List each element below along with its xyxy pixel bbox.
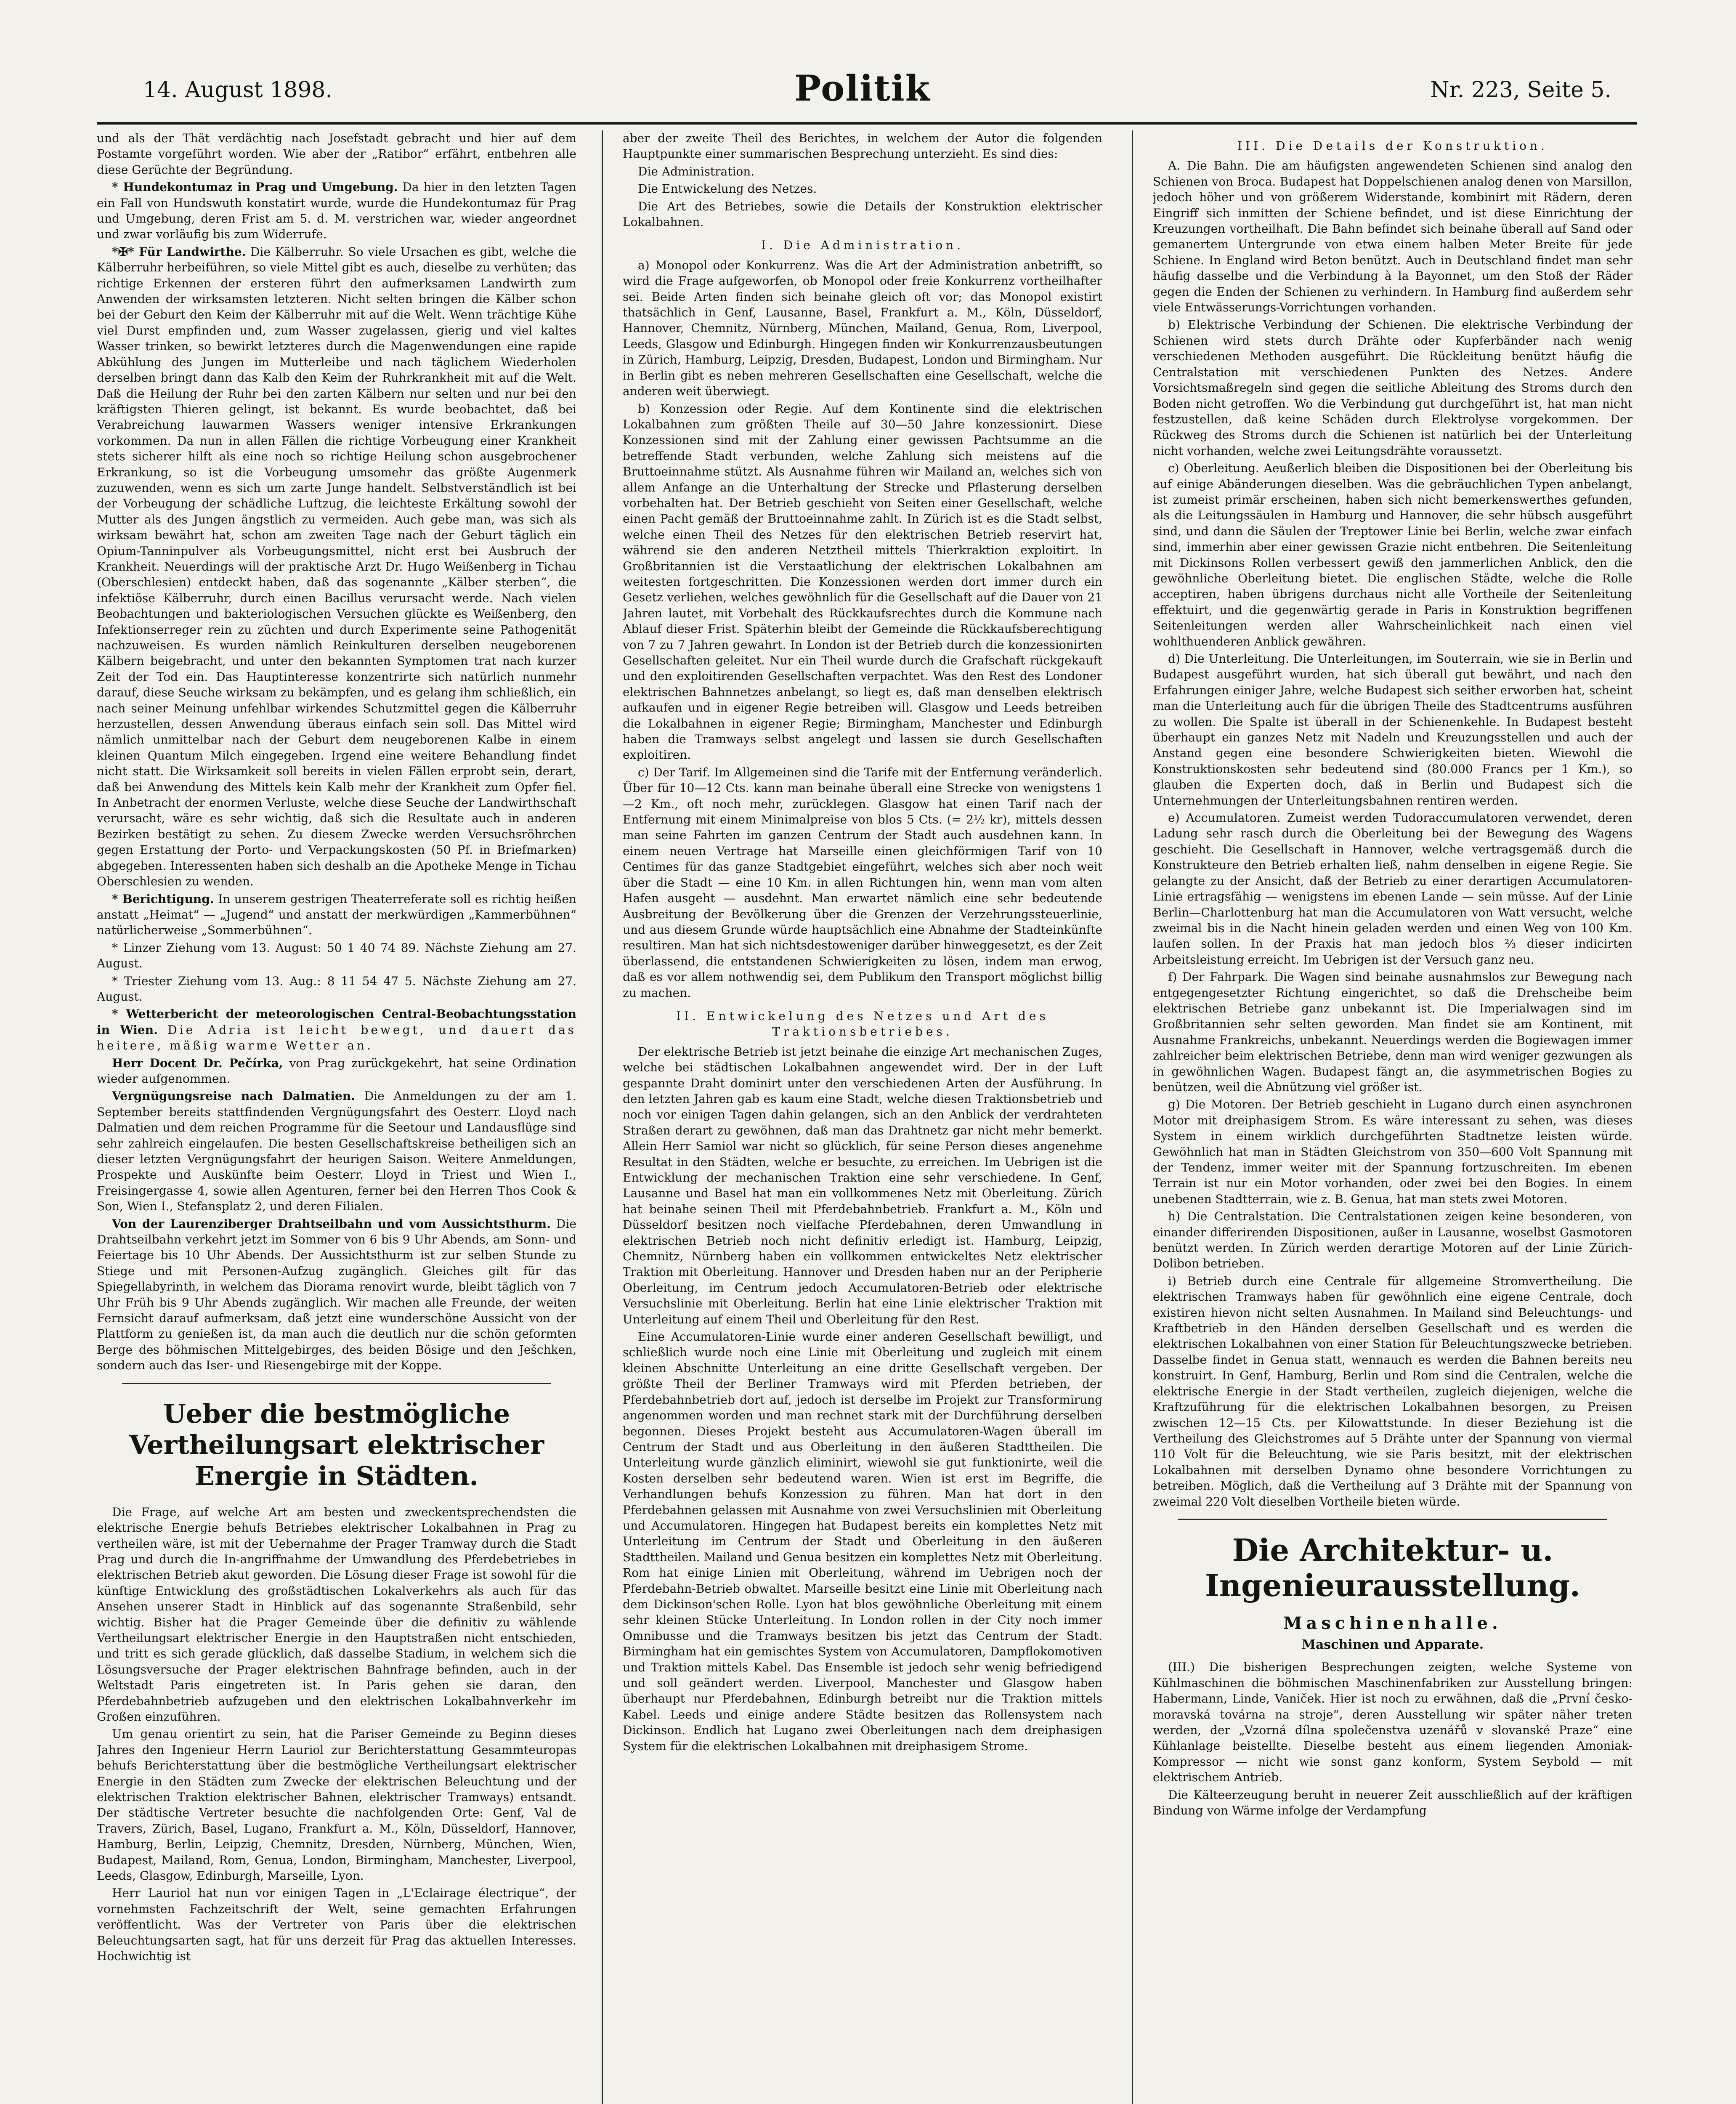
news-heading: Herr Docent Dr. Pečírka, (112, 1056, 283, 1070)
news-item (97, 179, 576, 242)
article-text: c) Oberleitung. Aeußerlich bleiben die Dispositionen bei der Oberleitung bis auf einige Abänderungen dieselben. Was die gebräuchlichen Typen anbelangt, ist zumeist primär erscheinen, haben sich nicht bemerkenswerthes gefunden, als die Leitungssäulen in Hamburg und Hannover, die sehr hübsch ausgeführt sind, und dann die Säulen der Treptower Linie bei Berlin, welche zwar einfach sind, immerhin aber einer gewissen Grazie nicht entbehren. Die Seitenleitung mit Dickinsons Rollen verbessert gewiß den jammerlichen Anblick, den die gewöhnliche Oberleitung bietet. Die englischen Städte, welche die Rolle acceptiren, haben übrigens durchaus nicht alle Vortheile der Seitenleitung effektuirt, und die gegenwärtig gerade in Paris in Konstruktion begriffenen Seitenleitungen werden aller Wahrscheinlichkeit nach einen viel wohlthuenderen Anblick gewähren. (1153, 461, 1632, 648)
lottery-result: * Linzer Ziehung vom 13. August: 50 1 40 74 89. Nächste Ziehung am 27. August. (97, 940, 576, 971)
page-number: Nr. 223, Seite 5. (1430, 77, 1611, 103)
column-1 (97, 130, 576, 2104)
section-title: Politik (794, 67, 931, 109)
news-item (97, 1216, 576, 1373)
news-heading: * Wetterbericht der meteorologischen Central-Beobachtungsstation in Wien. (97, 1007, 576, 1037)
news-heading: * Berichtigung. (112, 892, 214, 906)
article-text: Herr Lauriol hat nun vor einigen Tagen in „L'Eclairage électrique“, der vornehmsten Fachzeitschrift der Welt, seine gemachten Erfahrungen veröffentlicht. Was der Vertreter von Paris über die elektrischen Beleuchtungsarten sagt, hat für uns derzeit für Prag das aktuellen Interesses. Hochwichtig ist (97, 1886, 576, 1963)
article-text: (III.) Die bisherigen Besprechungen zeigten, welche Systeme von Kühlmaschinen die böhmischen Maschinenfabriken zur Ausstellung bringen: Habermann, Linde, Vaniček. Hier ist noch zu erwähnen, daß die „První česko-moravská továrna na stroje“, deren Ausstellung wir später näher treten werden, der „Vzorná dílna společenstva uzenářů v slovanské Praze“ eine Kühlanlage beistellte. Dieselbe besteht aus einem liegenden Amoniak-Kompressor — nicht wie sonst ganz konform, System Seybold — mit elektrischem Antrieb. (1153, 1660, 1632, 1785)
list-item: Die Art des Betriebes, sowie die Details der Konstruktion elektrischer Lokalbahnen. (623, 199, 1102, 229)
article-text: c) Der Tarif. Im Allgemeinen sind die Tarife mit der Entfernung veränderlich. Über für 10—12 Cts. kann man beinahe überall eine Strecke von wenigstens 1—2 Km., oft noch mehr, zurücklegen. Glasgow hat einen Tarif nach der Entfernung mit einem Minimalpreise von blos 5 Cts. (= 2½ kr), mittels dessen man seine Fahrten im ganzen Centrum der Stadt auch ausdehnen kann. In einem neuen Vertrage hat Marseille einen gleichförmigen Tarif von 10 Centimes für das ganze Stadtgebiet eingeführt, welches sich aber noch weit über die Stadt — eine 10 Km. in allen Richtungen hin, wenn man vom alten Hafen ausgeht — ausdehnt. Man erwartet nämlich eine sehr bedeutende Ausbreitung der Bevölkerung über die Grenzen der Verzehrungssteuerlinie, und aus diesem Grunde würde hauptsächlich eine Abnahme der Stadteinkünfte resultiren. Man hat sich nichtsdestoweniger darüber hinweggesetzt, es der Zeit überlassend, die entstandenen Schwierigkeiten zu lösen, indem man erwog, daß es vor allem nothwendig sei, dem Publikum den Transport möglichst billig zu machen. (623, 765, 1102, 1000)
article-text: d) Die Unterleitung. Die Unterleitungen, im Souterrain, wie sie in Berlin und Budapest ausgeführt wurden, hat sich überall gut bewährt, und nach den Erfahrungen einiger Jahre, welche Budapest sich seither erworben hat, scheint man die Unterleitung auch für die übrigen Theile des Stadtcentrums ausführen zu wollen. Die Spalte ist überall in der Schienenkehle. In Budapest besteht überhaupt ein ganzes Netz mit Nadeln und Kreuzungsstellen und auch der Anstand gegen eine besondere Schwierigkeiten bieten. Wiewohl die Konstruktionskosten sehr bedeutend sind (80.000 Francs per 1 Km.), so glauben die Experten doch, daß in Berlin und Budapest sich die Unternehmungen der Unterleitungsbahnen rentiren werden. (1153, 652, 1632, 808)
section-heading: I. Die Administration. (761, 238, 964, 252)
column-3 (1153, 130, 1632, 2104)
article-text: Die Kälteerzeugung beruht in neuerer Zeit ausschließlich auf der kräftigen Bindung von Wärme infolge der Verdampfung (1153, 1788, 1632, 1817)
article-text: h) Die Centralstation. Die Centralstationen zeigen keine besonderen, von einander differirenden Dispositionen, außer in Lausanne, woselbst Gasmotoren benützt werden. In Zürich werden derartige Motoren auf der Linie Zürich-Dolibon betrieben. (1153, 1209, 1632, 1271)
article-text: A. Die Bahn. Die am häufigsten angewendeten Schienen sind analog den Schienen von Broca. Budapest hat Doppelschienen analog denen von Marsillon, jedoch höher und von größerem Widerstande, kombinirt mit Rädern, deren Eingriff sich inmitten der Schiene befindet, und ist diese Einrichtung der Kreuzungen vortheilhaft. Die Bahn befindet sich beinahe überall auf Sand oder gemanertem Untergrunde von etwa einem halben Meter Breite für jede Schiene. In England wird Beton benützt. Auch in Deutschland findet man sehr häufig dasselbe und die Verbindung à la Bayonnet, um den Stoß der Räder gegen die Enden der Schienen zu verhindern. In Hamburg find außerdem sehr viele Entwässerungs-Vorrichtungen vorhanden. (1153, 159, 1632, 315)
column-2 (623, 130, 1102, 2104)
header-rule (97, 122, 1637, 125)
article-text: f) Der Fahrpark. Die Wagen sind beinahe ausnahmslos zur Bewegung nach entgegengesetzter Richtung eingerichtet, so daß die Drehscheibe beim elektrischen Betriebe ganz unbekannt ist. Die Imperialwagen sind im Großbritannien sehr selten geworden. Man findet sie am Kontinent, mit Ausnahme Frankreichs, unbekannt. Neuerdings werden die Bogiewagen immer zahlreicher beim elektrischen Betriebe, denn man wird weniger gezwungen als in gewöhnlichen Wagen. Budapest fängt an, die asymmetrischen Bogies zu benützen, weil die Abnützung viel größer ist. (1153, 970, 1632, 1094)
news-text: von Prag zurückgekehrt, hat seine Ordination wieder aufgenommen. (97, 1056, 576, 1086)
section-rule (1178, 1519, 1607, 1520)
article-text: Um genau orientirt zu sein, hat die Pariser Gemeinde zu Beginn dieses Jahres den Ingenieur Herrn Lauriol zur Berichterstattung Gesammteuropas behufs Berichterstattung über die bestmögliche Vertheilungsart elektrischer Energie in den Städten zum Zwecke der elektrischen Beleuchtung und der elektrischen Traktion elektrischer Bahnen, elektrischer Tramways) entsandt. Der städtische Vertreter besuchte die nachfolgenden Orte: Genf, Val de Travers, Zürich, Basel, Lugano, Frankfurt a. M., Köln, Düsseldorf, Hannover, Hamburg, Berlin, Leipzig, Chemnitz, Dresden, Nürnberg, München, Wien, Budapest, Mailand, Rom, Genua, London, Birmingham, Manchester, Liverpool, Leeds, Glasgow, Edinburgh, Marseille, Lyon. (97, 1727, 576, 1883)
news-text: Die Drahtseilbahn verkehrt jetzt im Sommer von 6 bis 9 Uhr Abends, am Sonn- und Feiertage bis 10 Uhr Abends. Der Aussichtsthurm ist zur selben Stunde zu Stiege und mit Personen-Aufzug zugänglich. Gleiches gilt für das Spiegellabyrinth, in welchem das Diorama renovirt wurde, bleibt täglich von 7 Uhr Früh bis 9 Uhr Abends zugänglich. Wir machen alle Freunde, der weiten Fernsicht darauf aufmerksam, daß jetzt eine wunderschöne Aussicht von der Plattform zu genießen ist, da man auch die deutlich nur die schön geformten Berge des böhmischen Mittelgebirges, des beiden Bösige und den Ješchken, sondern auch das Iser- und Riesengebirge mit der Koppe. (97, 1217, 576, 1373)
news-item (97, 1006, 576, 1053)
list-item: Die Entwickelung des Netzes. (638, 182, 817, 196)
news-text: Die Kälberruhr. So viele Ursachen es gibt, welche die Kälberruhr herbeiführen, so viele Mittel gibt es auch, dieselbe zu verhüten; das richtige Erkennen der ersteren führt den aufmerksamen Landwirth zum Anwenden der wirksamsten letzteren. Nicht selten bringen die Kälber schon bei der Geburt den Keim der Kälberruhr mit auf die Welt. Wenn trächtige Kühe viel Durst empfinden und, zum Wasser zugelassen, gierig und viel kaltes Wasser trinken, so bewirkt letzteres durch die Magenwendungen eine rapide Abkühlung des Jungen im Mutterleibe und nach täglichem Wiederholen derselben bringt dann das Kalb den Keim der Ruhrkrankheit mit auf die Welt. Daß die Heilung der Ruhr bei den zarten Kälbern nur selten und nur bei den kräftigsten Thieren gelingt, ist bekannt. Es wurde beobachtet, daß bei Verabreichung lauwarmen Wassers weniger intensive Erkrankungen vorkommen. Da nun in allen Fällen die richtige Vorbeugung einer Krankheit stets sicherer hilft als eine noch so richtige Heilung schon ausgebrochener Erkrankung, so ist die Vorbeugung umsomehr das größte Augenmerk zuzuwenden, wenn es sich um zarte Junge handelt. Selbstverständlich ist bei der Vorbeugung der schädliche Luftzug, die leichteste Erkältung sowohl der Mutter als des Jungen ängstlich zu vermeiden. Auch gebe man, was sich als wirksam bewährt hat, schon am zweiten Tage nach der Geburt täglich ein Opium-Tanninpulver als Vorbeugungsmittel, nicht erst bei Ausbruch der Krankheit. Neuerdings will der praktische Arzt Dr. Hugo Weißenberg in Tichau (Oberschlesien) entdeckt haben, daß das sogenannte „Kälber sterben“, die infektiöse Kälberruhr, durch einen Bacillus verursacht werde. Nach vielen Beobachtungen und bakteriologischen Versuchen glückte es Weißenberg, den Infektionserreger rein zu züchten und durch Experimente seine Pathogenität nachzuweisen. Es wurden nämlich Reinkulturen derselben neugeborenen Kälbern beigebracht, und unter den bekannten Symptomen trat nach kurzer Zeit der Tod ein. Das Hauptinteresse konzentrirte sich natürlich nunmehr darauf, diese Seuche wirksam zu bekämpfen, und es gelang ihm schließlich, ein nach seiner Meinung unfehlbar wirkendes Schutzmittel gegen die Kälberruhr herzustellen, dessen Anwendung überaus einfach sein soll. Das Mittel wird nämlich unmittelbar nach der Geburt dem neugeborenen Kalbe in einem kleinen Quantum Milch eingegeben. Irgend eine weitere Behandlung findet nicht statt. Die Wirksamkeit soll bereits in vielen Fällen erprobt sein, derart, daß bei Anwendung des Mittels kein Kalb mehr der Krankheit zum Opfer fiel. In Anbetracht der enormen Verluste, welche diese Seuche der Landwirthschaft verursacht, wäre es sehr wichtig, daß sich die Resultate auch in anderen Bezirken bestätigt zu sehen. Zu diesem Zwecke werden Versuchsröhrchen gegen Erstattung der Porto- und Verpackungskosten (50 Pf. in Briefmarken) abgegeben. Interessenten haben sich deshalb an die Apotheke Menge in Tichau Oberschlesien zu wenden. (97, 244, 576, 889)
news-heading: Von der Laurenziberger Drahtseilbahn und vom Aussichtsthurm. (112, 1217, 551, 1231)
article-text: e) Accumulatoren. Zumeist werden Tudoraccumulatoren verwendet, deren Ladung sehr rasch durch die Oberleitung bei der Bewegung des Wagens geschieht. Die Gesellschaft in Hannover, welche vertragsgemäß durch die Konstrukteure den Betrieb erhalten ließ, nahm denselben in eigene Regie. Sie gelangte zu der Ansicht, daß der Betrieb zu einer derartigen Accumulatoren-Linie ertragsfähig — wenigstens im ebenen Lande — sein müsse. Auf der Linie Berlin—Charlottenburg hat man die Accumulatoren von Watt versucht, welche zweimal bis in die Nacht hinein geladen werden und einen Weg von 100 Km. laufen sollen. In der Praxis hat man jedoch blos ⅔ dieser indicirten Arbeitsleistung erreicht. Im Uebrigen ist der Versuch ganz neu. (1153, 811, 1632, 967)
article-subheading: Maschinen und Apparate. (1301, 1637, 1484, 1652)
article-text: Der elektrische Betrieb ist jetzt beinahe die einzige Art mechanischen Zuges, welche bei städtischen Lokalbahnen angewendet wird. Der in der Luft gespannte Draht dominirt unter den verschiedenen Arten der Ausführung. In den letzten Jahren gab es kaum eine Stadt, welche diesen Traktionsbetrieb und noch vor einigen Tagen dahin gelangen, sich an den Anblick der verdrahteten Straßen derart zu gewöhnen, daß man das Drahtnetz gar nicht mehr bemerkt. Allein Herr Samiol war nicht so glücklich, für seine Person dieses angenehme Resultat in den Städten, welche er besuchte, zu erreichen. Im Uebrigen ist die Entwicklung der mechanischen Traktion eine sehr verschiedene. In Genf, Lausanne und Basel hat man ein vollkommenes Netz mit Oberleitung. Zürich hat beinahe seinen Theil mit Pferdebahnbetrieb. Frankfurt a. M., Köln und Düsseldorf besitzen noch vielfache Pferdebahnen, deren Umwandlung in elektrischen Betrieb noch nicht definitiv erledigt ist. Hamburg, Leipzig, Chemnitz, Nürnberg haben ein vollkommen entwickeltes Netz elektrischer Traktion mit Oberleitung. Hannover und Dresden haben nur an der Peripherie Oberleitung, im Centrum jedoch Accumulatoren-Betrieb oder elektrische Versuchslinie mit Oberleitung. Berlin hat eine Linie elektrischer Traktion mit Unterleitung auf einem Theil und Oberleitung für den Rest. (623, 1044, 1102, 1326)
news-heading: * Hundekontumaz in Prag und Umgebung. (112, 180, 398, 194)
article-text: aber der zweite Theil des Berichtes, in welchem der Autor die folgenden Hauptpunkte einer summarischen Besprechung unterzieht. Es sind dies: (623, 131, 1102, 161)
news-text: Die Anmeldungen zu der am 1. September bereits stattfindenden Vergnügungsfahrt des Oesterr. Lloyd nach Dalmatien und dem reichen Programme für die Seetour und Landausflüge sind sehr zahlreich eingelaufen. Die besten Gesellschaftskreise betheiligen sich an dieser letzten Vergnügungsfahrt der heurigen Saison. Weitere Anmeldungen, Prospekte und Auskünfte beim Oesterr. Lloyd in Triest und Wien I., Freisingergasse 4, sowie allen Agenturen, ferner bei den Herren Thos Cook & Son, Wien I., Stefansplatz 2, und deren Filialen. (97, 1089, 576, 1214)
article-text: i) Betrieb durch eine Centrale für allgemeine Stromvertheilung. Die elektrischen Tramways haben für gewöhnlich eine eigene Centrale, doch existiren hievon nicht selten Ausnahmen. In Mailand sind Beleuchtungs- und Kraftbetrieb in den Händen derselben Gesellschaft und es werden die elektrischen Lokalbahnen von einer Station für Beleuchtungszwecke betrieben. Dasselbe findet in Genua statt, wennauch es werden die Bahnen bereits neu konstruirt. In Genf, Hamburg, Berlin und Rom sind die Centralen, welche die elektrische Energie in der Stadt vertheilen, zugleich diejenigen, welche die Kraftzuführung für die elektrischen Lokalbahnen besorgen, zu Preisen zwischen 12—15 Cts. per Kilowattstunde. In dieser Beziehung ist die Vertheilung des Gleichstromes auf 5 Drähte unter der Spannung von viermal 110 Volt für die Beleuchtung, wie sie Paris besitzt, mit der elektrischen Lokalbahnen mit derselben Dynamo ohne besondere Vorrichtungen zu betreiben. Möglich, daß die Vertheilung auf 3 Drähte mit der Spannung von zweimal 220 Volt dieselben Vortheile bieten würde. (1153, 1274, 1632, 1509)
article-text: Eine Accumulatoren-Linie wurde einer anderen Gesellschaft bewilligt, und schließlich wurde noch eine Linie mit Oberleitung und zugleich mit einem kleinen Abschnitte Unterleitung an eine dritte Gesellschaft vergeben. Der größte Theil der Berliner Tramways wird mit Pferden betrieben, der Pferdebahnbetrieb dort auf, jedoch ist derselbe im Projekt zur Transformirung angenommen worden und man rechnet stark mit der Durchführung derselben begonnen. Dieses Projekt besteht aus Accumulatoren-Wagen überall im Centrum der Stadt und aus Oberleitung in den äußeren Stadttheilen. Die Unterleitung wurde gänzlich eliminirt, wiewohl sie gut funktionirte, weil die Kosten derselben sehr bedeutend waren. Wien ist erst im Begriffe, die Verhandlungen behufs Konzession zu führen. Man hat dort in den Pferdebahnen gelassen mit Ausnahme von zwei Versuchslinien mit Oberleitung und Accumulatoren. Hingegen hat Budapest bereits ein komplettes Netz mit Unterleitung im Centrum der Stadt und Oberleitung in den äußeren Stadttheilen. Mailand und Genua besitzen ein komplettes Netz mit Oberleitung. Rom hat einige Linien mit Oberleitung, während im Uebrigen noch der Pferdebahn-Betrieb obwaltet. Marseille besitzt eine Linie mit Oberleitung nach dem Dickinson'schen Rolle. Lyon hat blos gewöhnliche Oberleitung mit einem sehr kleinen Stücke Unterleitung. In London rollen in der City noch immer Omnibusse und die Tramways besitzen bis jetzt das Centrum der Stadt. Birmingham hat ein gemischtes System von Accumulatoren, Dampflokomotiven und Traktion mittels Kabel. Das Ensemble ist jedoch sehr wenig befriedigend und soll geändert werden. Liverpool, Manchester und Glasgow haben überhaupt nur Pferdebahnen, Edinburgh betreibt nur die Traktion mittels Kabel. Leeds und einige andere Städte besitzen das Rollensystem nach Dickinson. Endlich hat Lugano zwei Oberleitungen nach dem dreiphasigen System für die elektrischen Lokalbahnen mit dreiphasigem Strome. (623, 1330, 1102, 1753)
article-text: und als der Thät verdächtig nach Josefstadt gebracht und hier auf dem Postamte vorgeführt worden. Wie aber der „Ratibor“ erfährt, entbehren alle diese Gerüchte der Begründung. (97, 131, 576, 177)
section-heading: III. Die Details der Konstruktion. (1237, 139, 1548, 153)
issue-date: 14. August 1898. (143, 77, 333, 103)
article-text: Die Frage, auf welche Art am besten und zweckentsprechendsten die elektrische Energie behufs Betriebes elektrischer Lokalbahnen in Prag zu vertheilen wäre, ist mit der Uebernahme der Prager Tramway durch die Stadt Prag und durch die In-angriffnahme der Umwandlung des Pferdebetriebes in elektrischen Betrieb akut geworden. Die Lösung dieser Frage ist sowohl für die künftige Entwicklung des großstädtischen Lokalverkehrs als auch für das Ansehen unserer Stadt in Hinblick auf das sogenannte Straßenbild, sehr wichtig. Bisher hat die Prager Gemeinde über die definitiv zu wählende Vertheilungsart elektrischer Energie in den Hauptstraßen nicht entschieden, und tritt es sich gerade glücklich, daß dasselbe Stadium, in welchem sich die Lösungsversuche der Prager elektrischen Bahnfrage befinden, auch in der Weltstadt Paris eingetreten ist. In Paris gehen sie daran, den Pferdebahnbetrieb aufzugeben und den elektrischen Lokalbahnverkehr im Großen einzuführen. (97, 1505, 576, 1724)
news-item (97, 1055, 576, 1087)
article-headline: Ueber die bestmögliche Vertheilungsart elektrischer Energie in Städten. (129, 1398, 544, 1491)
section-rule (122, 1383, 551, 1384)
article-text: g) Die Motoren. Der Betrieb geschieht in Lugano durch einen asynchronen Motor mit dreiphasigem Strom. Es wäre interessant zu sehen, was dieses System in einem wirklich durchgeführten Stadtnetze leisten würde. Gewöhnlich hat man in Städten Gleichstrom von 350—600 Volt Spannung mit der Tendenz, immer weiter mit der Spannung fortzuschreiten. Im ebenen Terrain ist nur ein Motor vorhanden, oder zwei bei den Bogies. In einem unebenen Stadtterrain, wie z. B. Genua, hat man stets zwei Motoren. (1153, 1097, 1632, 1206)
article-text: b) Elektrische Verbindung der Schienen. Die elektrische Verbindung der Schienen wird stets durch Drähte oder Kupferbänder nach wenig verschiedenen Methoden ausgeführt. Die Rückleitung benützt häufig die Centralstation mit verschiedenen Punkten des Netzes. Andere Vorsichtsmaßregeln sind gegen die seitliche Ableitung des Stroms durch den Boden nicht getroffen. Wo die Verbindung gut durchgeführt ist, hat man nicht festzustellen, daß keine Schäden durch Elektrolyse vorgekommen. Der Rückweg des Stroms durch die Schienen ist natürlich bei der Unterleitung nicht vorhanden, welche zwei Leitungsdrähte voraussetzt. (1153, 318, 1632, 458)
news-text: Da hier in den letzten Tagen ein Fall von Hundswuth konstatirt wurde, wurde die Hundekontumaz für Prag und Umgebung, deren Frist am 5. d. M. verstrichen war, wieder angeordnet und zwar vorläufig bis zum Widerrufe. (97, 180, 576, 242)
column-divider (602, 130, 603, 2104)
section-heading: II. Entwickelung des Netzes und Art des Traktionsbetriebes. (676, 1009, 1049, 1039)
news-text: Die Adria ist leicht bewegt, und dauert das heitere, mäßig warme Wetter an. (97, 1023, 576, 1053)
article-text: a) Monopol oder Konkurrenz. Was die Art der Administration anbetrifft, so wird die Frage aufgeworfen, ob Monopol oder freie Konkurrenz vortheilhafter sei. Beide Arten finden sich beinahe gleich oft vor; das Monopol existirt thatsächlich in Genf, Lausanne, Basel, Frankfurt a. M., Köln, Düsseldorf, Hannover, Chemnitz, Nürnberg, München, Mailand, Genua, Rom, Liverpool, Leeds, Glasgow und Edinburgh. Hingegen finden wir Konkurrenzausbeutungen in Zürich, Hamburg, Leipzig, Dresden, Budapest, London und Birmingham. Nur in Berlin gibt es neben mehreren Gesellschaften eine Gesellschaft, welche die anderen weit überwiegt. (623, 258, 1102, 398)
article-subheading: Maschinenhalle. (1283, 1613, 1502, 1633)
list-item: Die Administration. (638, 164, 755, 178)
news-item (97, 244, 576, 890)
article-headline: Die Architektur- u. Ingenieurausstellung. (1205, 1532, 1580, 1603)
column-divider (1132, 130, 1133, 2104)
lottery-result: * Triester Ziehung vom 13. Aug.: 8 11 54 47 5. Nächste Ziehung am 27. August. (97, 974, 576, 1004)
news-item (97, 1088, 576, 1214)
news-item (97, 891, 576, 938)
news-heading: *✠* Für Landwirthe. (112, 244, 246, 259)
article-text: b) Konzession oder Regie. Auf dem Kontinente sind die elektrischen Lokalbahnen zum größten Theile auf 30—50 Jahre konzessionirt. Diese Konzessionen sind mit der Zahlung einer gewissen Pachtsumme an die betreffende Stadt verbunden, welche Zahlung sich meistens auf die Bruttoeinnahme stützt. Als Ausnahme führen wir Mailand an, welches sich von allem Anfange an die Unterhaltung der Strecke und Pflasterung derselben vorbehalten hat. Der Betrieb geschieht von Seiten einer Gesellschaft, welche einen Pacht gemäß der Bruttoeinnahme zahlt. In Zürich ist es die Stadt selbst, welche einen Theil des Netzes für den elektrischen Betrieb reservirt hat, während sie den anderen Netztheil mittels Thierkraktion exploitirt. In Großbritannien ist die Verstaatlichung der elektrischen Lokalbahnen am weitesten fortgeschritten. Die Konzessionen werden dort immer durch ein Gesetz verliehen, welches gewöhnlich für die Gesellschaft auf die Dauer von 21 Jahren lautet, mit Vorbehalt des Rückkaufsrechtes durch die Kommune nach Ablauf dieser Frist. Späterhin bleibt der Gemeinde die Rückkaufsberechtigung von 7 zu 7 Jahren gewahrt. In London ist der Betrieb durch die konzessionirten Gesellschaften geleitet. Nur ein Theil wurde durch die Grafschaft rückgekauft und den exploitirenden Gesellschaften verpachtet. Was den Rest des Londoner elektrischen Bahnnetzes anbelangt, so liegt es, daß man denselben elektrisch aufkaufen und in eigener Regie betreiben will. Glasgow und Leeds betreiben die Lokalbahnen in eigener Regie; Birmingham, Manchester und Edinburgh haben die Tramways selbst angelegt und lassen sie durch Gesellschaften exploitiren. (623, 401, 1102, 762)
page-header (97, 67, 1637, 118)
news-heading: Vergnügungsreise nach Dalmatien. (112, 1089, 355, 1103)
news-text: In unserem gestrigen Theaterreferate soll es richtig heißen anstatt „Heimat“ — „Jugend“ und anstatt der merkwürdigen „Kammerbühnen“ natürlicherweise „Sommerbühnen“. (97, 892, 576, 938)
